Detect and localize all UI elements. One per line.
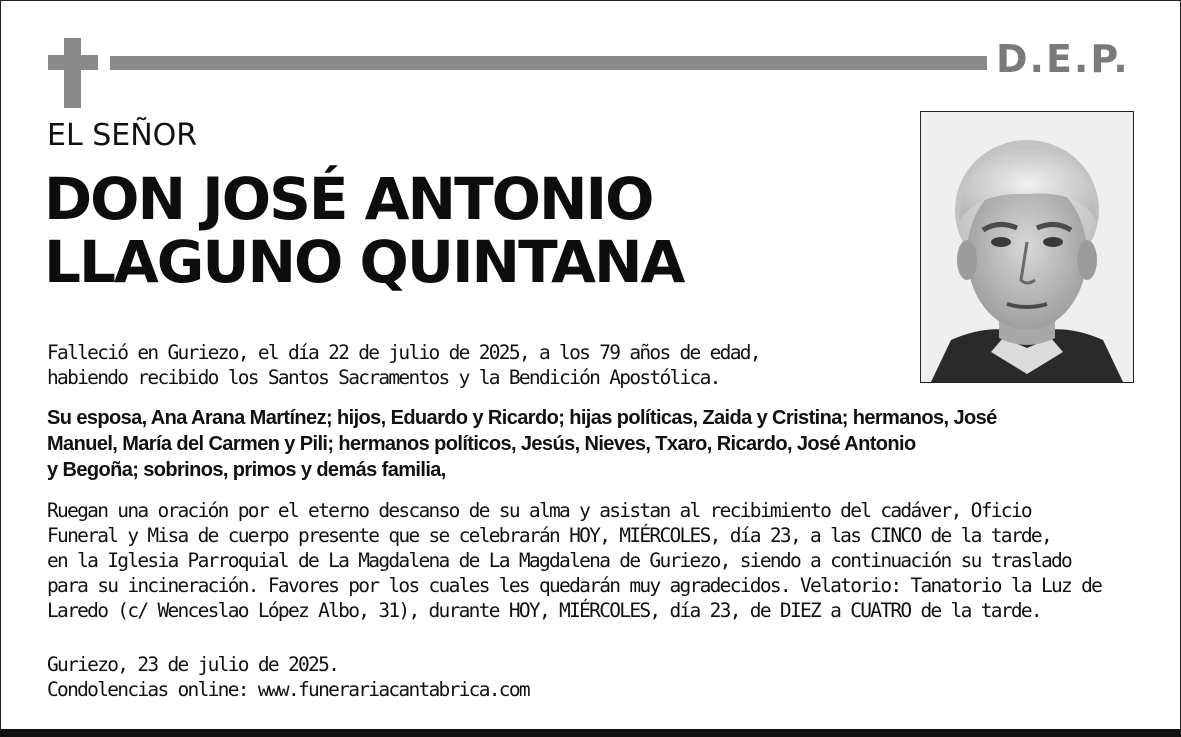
portrait-icon	[921, 112, 1133, 382]
header-rule	[110, 56, 987, 70]
request-line: en la Iglesia Parroquial de La Magdalena de La Magdalena de Guriezo, siendo a continuación su traslado	[47, 549, 1072, 572]
family-line: Su esposa, Ana Arana Martínez; hijos, Eduardo y Ricardo; hijas políticas, Zaida y Cristina; hermanos, José	[47, 407, 997, 429]
family-list	[47, 405, 997, 483]
deceased-name-line-2: LLAGUNO QUINTANA	[44, 228, 684, 296]
place-date: Guriezo, 23 de julio de 2025.	[47, 653, 339, 676]
request-line: para su incineración. Favores por los cuales les quedarán muy agradecidos. Velatorio: Tanatorio la Luz de	[47, 574, 1102, 597]
deceased-name-line-1: DON JOSÉ ANTONIO	[44, 165, 653, 233]
death-notice	[47, 340, 760, 390]
dep-label: D.E.P.	[996, 37, 1130, 81]
bottom-border	[0, 729, 1181, 737]
condolences-link[interactable]: Condolencias online: www.funerariacantabrica.com	[47, 678, 529, 701]
death-notice-line: Falleció en Guriezo, el día 22 de julio de 2025, a los 79 años de edad,	[47, 341, 760, 364]
cross-icon	[64, 38, 81, 108]
request-line: Ruegan una oración por el eterno descanso de su alma y asistan al recibimiento del cadáver, Oficio	[47, 499, 1031, 522]
death-notice-line: habiendo recibido los Santos Sacramentos y la Bendición Apostólica.	[47, 366, 720, 389]
family-line: y Begoña; sobrinos, primos y demás familia,	[47, 459, 446, 481]
deceased-photo	[920, 111, 1134, 383]
family-line: Manuel, María del Carmen y Pili; hermanos políticos, Jesús, Nieves, Txaro, Ricardo, José Antonio	[47, 433, 916, 455]
footer	[47, 652, 529, 702]
funeral-request	[47, 498, 1101, 623]
request-line: Funeral y Misa de cuerpo presente que se celebrarán HOY, MIÉRCOLES, día 23, a las CINCO de la tarde,	[47, 524, 1051, 547]
request-line: Laredo (c/ Wenceslao López Albo, 31), durante HOY, MIÉRCOLES, día 23, de DIEZ a CUATRO de la tarde.	[47, 599, 1041, 622]
honorific: EL SEÑOR	[47, 118, 198, 153]
cross-icon-bar	[48, 55, 98, 70]
